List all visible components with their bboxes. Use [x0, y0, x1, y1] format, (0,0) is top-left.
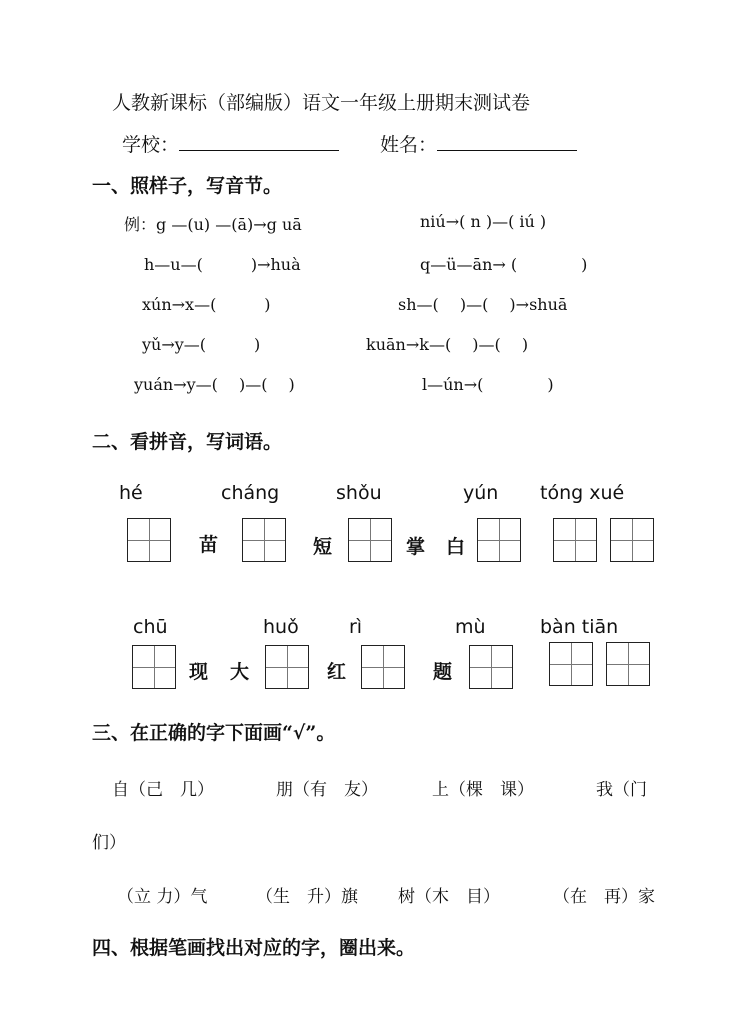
section1-item: l—ún→( ) [422, 375, 554, 394]
school-label: 学校： [122, 134, 180, 156]
given-character: 掌 [406, 536, 426, 558]
choice-item-wrap: 们） [92, 833, 126, 853]
school-field [122, 130, 339, 157]
given-character: 苗 [199, 534, 219, 556]
choice-item[interactable]: （在 再）家 [553, 887, 655, 907]
pinyin-label: hé [119, 482, 143, 504]
given-character: 题 [433, 661, 453, 683]
section1-item: yuán→y—( )—( ) [134, 375, 295, 394]
section1-item: yǔ→y—( ) [142, 335, 261, 354]
writing-grid[interactable] [348, 518, 392, 562]
name-input-line[interactable] [437, 132, 577, 151]
choice-item[interactable]: （立 力）气 [117, 887, 208, 907]
section1-item: kuān→k—( )—( ) [366, 335, 529, 354]
pinyin-label: tóng xué [540, 482, 625, 504]
choice-item[interactable]: 自（己 几） [112, 780, 214, 800]
writing-grid[interactable] [469, 645, 513, 689]
name-field [380, 130, 577, 157]
given-character: 红 [327, 661, 347, 683]
choice-item[interactable]: （生 升）旗 [256, 887, 358, 907]
name-label: 姓名： [380, 134, 438, 156]
section1-item: h—u—( )→huà [144, 255, 301, 274]
section1-heading: 一、照样子，写音节。 [92, 175, 283, 197]
pinyin-label: bàn tiān [540, 616, 619, 638]
writing-grid[interactable] [610, 518, 654, 562]
writing-grid[interactable] [242, 518, 286, 562]
page-title: 人教新课标（部编版）语文一年级上册期末测试卷 [112, 92, 531, 114]
writing-grid[interactable] [132, 645, 176, 689]
writing-grid[interactable] [553, 518, 597, 562]
pinyin-label: shǒu [336, 482, 382, 504]
choice-item[interactable]: 我（门 [596, 780, 647, 800]
choice-item[interactable]: 树（木 目） [398, 887, 500, 907]
section1-item: q—ü—ān→ ( ) [420, 255, 588, 274]
section1-item: sh—( )—( )→shuā [398, 295, 568, 314]
writing-grid[interactable] [361, 645, 405, 689]
section1-example-right: niú→( n )—( iú ) [420, 212, 547, 231]
section2-heading: 二、看拼音，写词语。 [92, 431, 283, 453]
given-character: 白 [446, 536, 466, 558]
pinyin-label: yún [463, 482, 499, 504]
given-character: 短 [313, 536, 333, 558]
pinyin-label: huǒ [263, 616, 299, 638]
pinyin-label: cháng [221, 482, 280, 504]
section1-example-left: 例：g —(u) —(ā)→g uā [124, 215, 302, 234]
writing-grid[interactable] [606, 642, 650, 686]
section4-heading: 四、根据笔画找出对应的字，圈出来。 [92, 937, 416, 959]
pinyin-label: mù [455, 616, 486, 638]
school-input-line[interactable] [179, 132, 339, 151]
writing-grid[interactable] [127, 518, 171, 562]
choice-item[interactable]: 上（棵 课） [432, 780, 534, 800]
pinyin-label: rì [349, 616, 363, 638]
choice-item[interactable]: 朋（有 友） [276, 780, 378, 800]
section1-item: xún→x—( ) [142, 295, 271, 314]
writing-grid[interactable] [265, 645, 309, 689]
given-character: 现 [189, 661, 209, 683]
section3-heading: 三、在正确的字下面画“√”。 [92, 722, 336, 744]
given-character: 大 [230, 661, 250, 683]
pinyin-label: chū [133, 616, 168, 638]
writing-grid[interactable] [477, 518, 521, 562]
writing-grid[interactable] [549, 642, 593, 686]
